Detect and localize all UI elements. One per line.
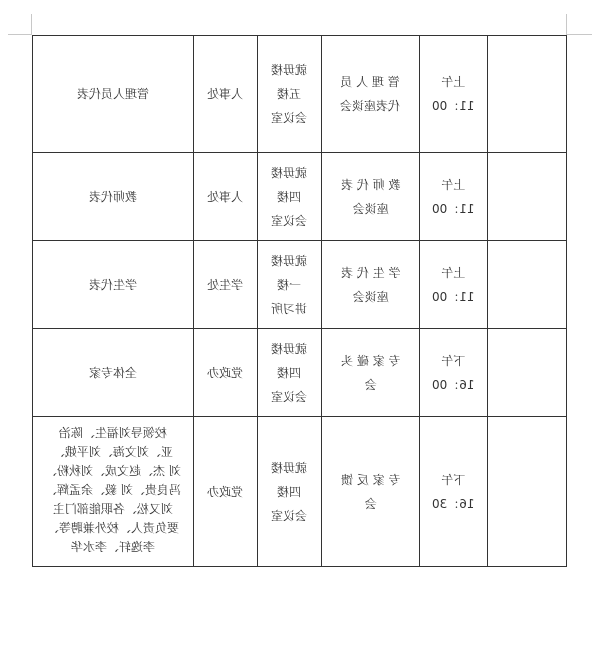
- empty-cell: [488, 417, 567, 567]
- table-row: [33, 36, 567, 153]
- organizer-cell: 学生处: [194, 241, 258, 329]
- location-cell: 就毋楼 四楼 会议室: [258, 153, 322, 241]
- organizer-cell: 人事处: [194, 153, 258, 241]
- time-cell: 上午 11：00: [420, 241, 488, 329]
- table-row: [33, 329, 567, 417]
- time-cell: 下午 16：00: [420, 329, 488, 417]
- participants-cell: 管理人员代表: [33, 36, 194, 153]
- event-cell: 专 家 碰 头 会: [322, 329, 420, 417]
- crop-mark-top-left-horizontal: [8, 34, 32, 35]
- organizer-cell: 党政办: [194, 329, 258, 417]
- schedule-table: [32, 35, 567, 567]
- crop-mark-top-left-vertical: [31, 14, 32, 35]
- crop-mark-top-right-vertical: [566, 14, 567, 35]
- table-row: [33, 417, 567, 567]
- table-row: [33, 153, 567, 241]
- empty-cell: [488, 329, 567, 417]
- table-row: [33, 241, 567, 329]
- participants-cell: 学生代表: [33, 241, 194, 329]
- crop-mark-top-right-horizontal: [566, 34, 592, 35]
- time-cell: 上午 11：00: [420, 36, 488, 153]
- empty-cell: [488, 153, 567, 241]
- location-cell: 就毋楼 四楼 会议室: [258, 329, 322, 417]
- event-cell: 管 理 人 员 代表座谈会: [322, 36, 420, 153]
- participants-cell: 校领导刘福生、陈治 亚、刘文海、刘平娥、 刘 杰、赵文成、刘秋粉、 冯良贵、刘 毅、余孟辉、 刘又松、各职能部门主 要负责人、校外兼聘等、 李逸轩、李水华: [33, 417, 194, 567]
- location-cell: 就毋楼 一楼 讲习所: [258, 241, 322, 329]
- participants-cell: 教师代表: [33, 153, 194, 241]
- empty-cell: [488, 36, 567, 153]
- empty-cell: [488, 241, 567, 329]
- organizer-cell: 党政办: [194, 417, 258, 567]
- time-cell: 下午 16：30: [420, 417, 488, 567]
- participants-cell: 全体专家: [33, 329, 194, 417]
- location-cell: 就毋楼 五楼 会议室: [258, 36, 322, 153]
- location-cell: 就毋楼 四楼 会议室: [258, 417, 322, 567]
- organizer-cell: 人事处: [194, 36, 258, 153]
- time-cell: 上午 11：00: [420, 153, 488, 241]
- event-cell: 学 生 代 表 座谈会: [322, 241, 420, 329]
- event-cell: 教 师 代 表 座谈会: [322, 153, 420, 241]
- event-cell: 专 家 反 馈 会: [322, 417, 420, 567]
